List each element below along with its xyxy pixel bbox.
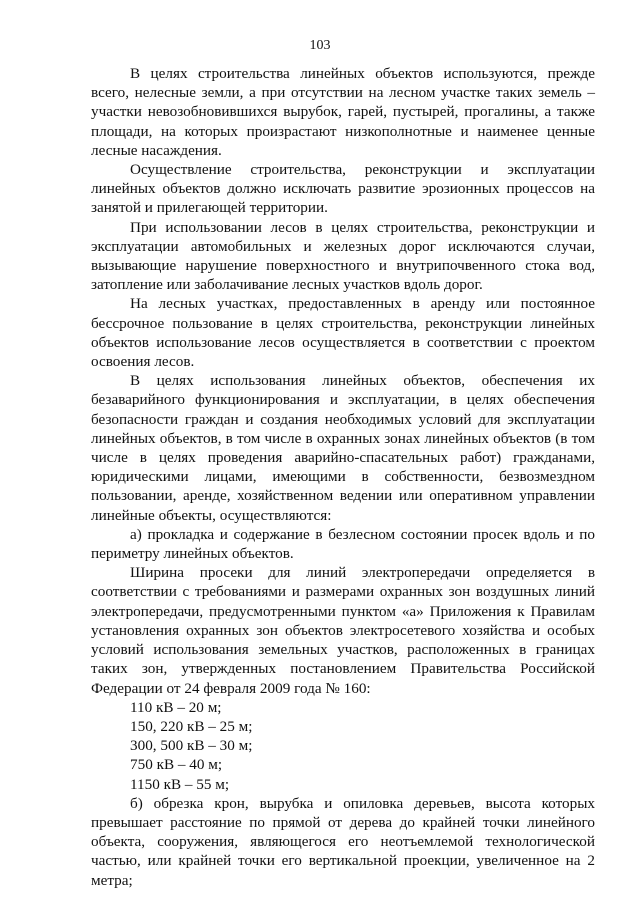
voltage-item-150-220: 150, 220 кВ – 25 м; (130, 717, 253, 735)
voltage-item-110: 110 кВ – 20 м; (130, 698, 222, 716)
document-body (91, 64, 595, 890)
paragraph-item-a: а) прокладка и содержание в безлесном состоянии просек вдоль и по периметру линейных объектов. (91, 525, 595, 563)
voltage-item-750: 750 кВ – 40 м; (130, 756, 223, 774)
voltage-item-1150: 1150 кВ – 55 м; (130, 775, 230, 793)
paragraph-item-b: б) обрезка крон, вырубка и опиловка деревьев, высота которых превышает расстояние по прямой от дерева до крайней точки линейного объекта, сооружения, являющегося его неотъемлемой технологической частью, или крайней точки его вертикальной проекции, увеличенное на 2 метра; (91, 794, 595, 889)
paragraph-land-use: В целях строительства линейных объектов используются, прежде всего, нелесные земли, а при отсутствии на лесном участке таких земель – участки невозобновившихся вырубок, гарей, пустырей, прогалины, а также площади, на которых произрастают низкополнотные и наименее ценные лесные насаждения. (91, 65, 595, 159)
paragraph-linear-objects: В целях использования линейных объектов, обеспечения их безаварийного функционирования и эксплуатации, в целях обеспечения безопасности граждан и создания необходимых условий для эксплуатации линейных объектов, в том числе в охранных зонах линейных объектов (в том числе в целях проведения аварийно-спасательных работ) гражданами, юридическими лицами, имеющими в собственности, безвозмездном пользовании, аренде, хозяйственном ведении или оперативном управлении линейные объекты, осуществляются: (91, 372, 595, 524)
voltage-item-300-500: 300, 500 кВ – 30 м; (130, 737, 253, 755)
paragraph-clearing-width: Ширина просеки для линий электропередачи определяется в соответствии с требованиями и размерами охранных зон воздушных линий электропередачи, предусмотренными пунктом «а» Приложения к Правилам установления охранных зон объектов электросетевого хозяйства и особых условий использования земельных участков, расположенных в границах таких зон, утвержденных постановлением Правительства Российской Федерации от 24 февраля 2009 года № 160: (91, 564, 595, 697)
paragraph-erosion: Осуществление строительства, реконструкции и эксплуатации линейных объектов должно исключать развитие эрозионных процессов на занятой и прилегающей территории. (91, 161, 595, 217)
paragraph-lease: На лесных участках, предоставленных в аренду или постоянное бессрочное пользование в целях строительства, реконструкции линейных объектов использование лесов осуществляется в соответствии с проектом освоения лесов. (91, 295, 595, 371)
paragraph-roads: При использовании лесов в целях строительства, реконструкции и эксплуатации автомобильных и железных дорог исключаются случаи, вызывающие нарушение поверхностного и внутрипочвенного стока вод, затопление или заболачивание лесных участков вдоль дорог. (91, 218, 595, 294)
page-number: 103 (309, 38, 331, 53)
